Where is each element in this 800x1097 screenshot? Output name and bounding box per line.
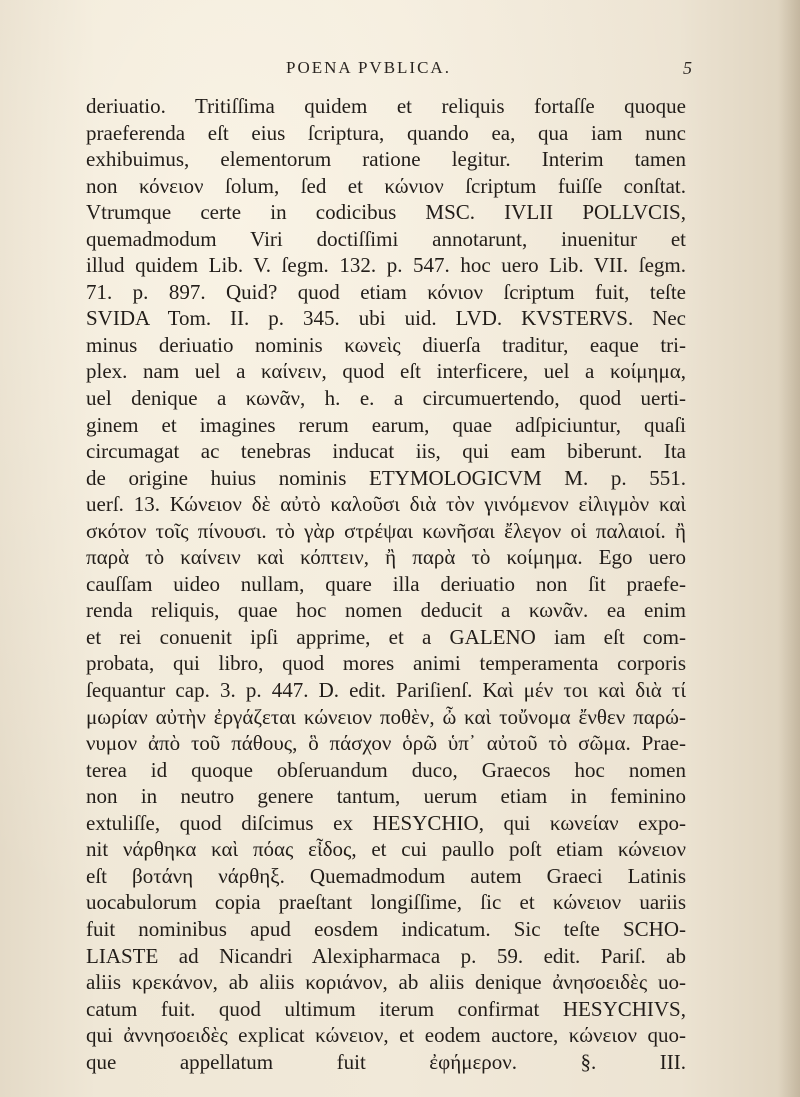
text-line: non κόνειον ſolum, ſed et κώνιον ſcriptum fuiſſe conſtat. — [86, 173, 686, 198]
text-line: circumagat ac tenebras inducat iis, qui eam biberunt. Ita — [86, 439, 686, 464]
text-line: ginem et imagines rerum earum, quae adſpiciuntur, quaſi — [86, 412, 686, 437]
text-line: catum fuit. quod ultimum iterum confirmat HESYCHIVS, — [86, 996, 686, 1021]
text-line: Vtrumque certe in codicibus MSC. IVLII POLLVCIS, — [86, 200, 686, 225]
text-line: quemadmodum Viri doctiſſimi annotarunt, inuenitur et — [86, 226, 686, 251]
text-line: illud quidem Lib. V. ſegm. 132. p. 547. hoc uero Lib. VII. ſegm. — [86, 253, 686, 278]
text-line: ſequantur cap. 3. p. 447. D. edit. Pariſienſ. Καὶ μέν τοι καὶ διὰ τί — [86, 678, 686, 703]
text-line: et rei conuenit ipſi apprime, et a GALENO iam eſt com- — [86, 624, 686, 649]
text-line: renda reliquis, quae hoc nomen deducit a κωνᾶν. ea enim — [86, 598, 686, 623]
text-line: extuliſſe, quod diſcimus ex HESYCHIO, qui κωνείαν expo- — [86, 810, 686, 835]
text-line: cauſſam uideo nullam, quare illa deriuatio non ſit praefe- — [86, 571, 686, 596]
text-line: aliis κρεκάνον, ab aliis κοριάνον, ab aliis denique ἀνησοειδὲς uo- — [86, 970, 686, 995]
page-gutter-shadow — [778, 0, 800, 1097]
text-line: deriuatio. Tritiſſima quidem et reliquis fortaſſe quoque — [86, 94, 686, 118]
text-line: eſt βοτάνη νάρθηξ. Quemadmodum autem Graeci Latinis — [86, 863, 686, 888]
text-line: fuit nominibus apud eosdem indicatum. Sic teſte SCHO- — [86, 916, 686, 941]
text-line: uel denique a κωνᾶν, h. e. a circumuertendo, quod uerti- — [86, 386, 686, 411]
text-line: nit νάρθηκα καὶ πόας εἶδος, et cui paullo poſt etiam κώνειον — [86, 837, 686, 862]
text-line: que appellatum fuit ἐφήμερον. §. III. — [86, 1049, 686, 1074]
text-line: non in neutro genere tantum, uerum etiam in feminino — [86, 784, 686, 809]
text-line: exhibuimus, elementorum ratione legitur. Interim tamen — [86, 147, 686, 172]
text-line: de origine huius nominis ETYMOLOGICVM M. p. 551. — [86, 465, 686, 490]
text-line: παρὰ τὸ καίνειν καὶ κόπτειν, ἢ παρὰ τὸ κοίμημα. Ego uero — [86, 545, 686, 570]
text-line: terea id quoque obſeruandum duco, Graecos hoc nomen — [86, 757, 686, 782]
text-line: νυμον ἀπὸ τοῦ πάθους, ὃ πάσχον ὁρῶ ὑπ᾽ αὐτοῦ τὸ σῶμα. Prae- — [86, 731, 686, 756]
running-title: POENA PVBLICA. — [286, 58, 451, 77]
text-line: uocabulorum copia praeſtant longiſſime, ſic et κώνειον uariis — [86, 890, 686, 915]
text-line: SVIDA Tom. II. p. 345. ubi uid. LVD. KVSTERVS. Nec — [86, 306, 686, 331]
page-number: 5 — [683, 58, 692, 78]
text-line: praeferenda eſt eius ſcriptura, quando ea, qua iam nunc — [86, 120, 686, 145]
text-line: qui ἀννησοειδὲς explicat κώνειον, et eodem auctore, κώνειον quo- — [86, 1023, 686, 1048]
text-line: σκότον τοῖς πίνουσι. τὸ γὰρ στρέψαι κωνῆσαι ἔλεγον οἱ παλαιοί. ἢ — [86, 518, 686, 543]
body-text — [86, 93, 686, 1075]
text-line: LIASTE ad Nicandri Alexipharmaca p. 59. edit. Pariſ. ab — [86, 943, 686, 968]
text-line: μωρίαν αὐτὴν ἐργάζεται κώνειον ποθὲν, ὦ καὶ τοὔνομα ἔνθεν παρώ- — [86, 704, 686, 729]
text-line: probata, qui libro, quod mores animi temperamenta corporis — [86, 651, 686, 676]
text-line: uerſ. 13. Κώνειον δὲ αὐτὸ καλοῦσι διὰ τὸν γινόμενον εἰλιγμὸν καὶ — [86, 492, 686, 517]
text-line: minus deriuatio nominis κωνεὶς diuerſa traditur, eaque tri- — [86, 332, 686, 357]
text-line: plex. nam uel a καίνειν, quod eſt interficere, uel a κοίμημα, — [86, 359, 686, 384]
text-line: 71. p. 897. Quid? quod etiam κόνιον ſcriptum fuit, teſte — [86, 279, 686, 304]
page-header — [86, 58, 692, 84]
